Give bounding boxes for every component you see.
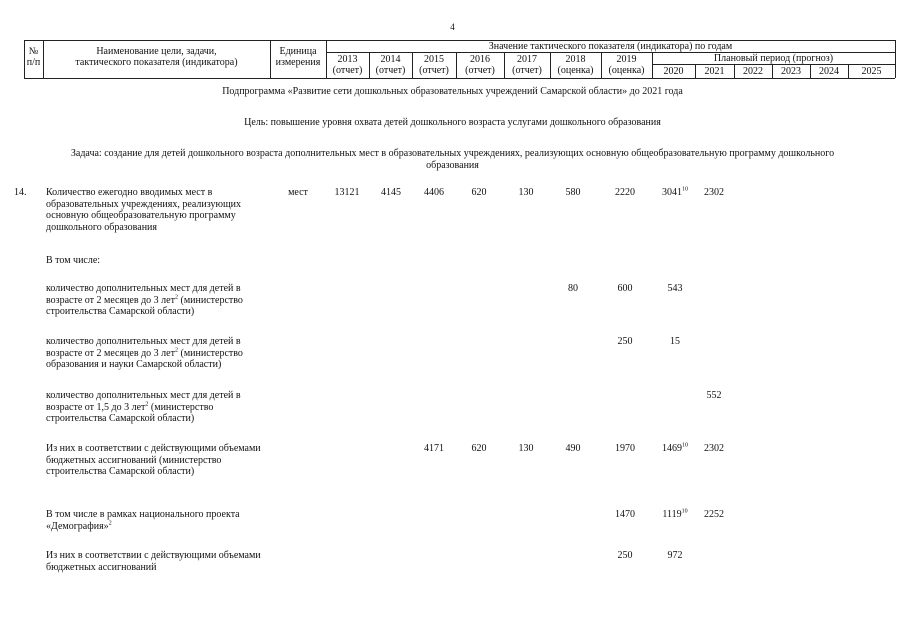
value-2014: 4145 (381, 187, 401, 198)
footnote-mark: 10 (682, 186, 688, 193)
year-note: (отчет) (375, 65, 406, 76)
value-2020: 3041$^{10}$ (662, 186, 688, 198)
row-unit: мест (288, 187, 308, 198)
year-label: 2015 (424, 54, 444, 65)
value-2019: 250 (617, 550, 633, 561)
year-note: (оценка) (608, 65, 645, 76)
header-year-2015 (412, 54, 456, 76)
value-2016: 620 (471, 187, 487, 198)
year-note: (отчет) (512, 65, 542, 76)
year-note: (отчет) (465, 65, 495, 76)
value-2021: 552 (706, 390, 722, 401)
task-text: Задача: создание для детей дошкольного возраста дополнительных мест в образовательных учреждениях, реализующих основную общеобразовательную программу дошкольного образования (70, 148, 835, 171)
footnote-mark: 2 (174, 347, 178, 354)
header-values: Значение тактического показателя (индикатора) по годам (488, 41, 733, 52)
header-planned-2021: 2021 (704, 66, 725, 77)
year-label: 2019 (616, 54, 637, 65)
row-description: Количество ежегодно вводимых мест в образовательных учреждениях, реализующих основную общеобразовательную программу дошкольного образования (46, 187, 242, 233)
header-name: Наименование цели, задачи, тактического показателя (индикатора) (75, 46, 238, 68)
value-2021: 2302 (704, 443, 724, 454)
value-2020: 1119$^{10}$ (662, 508, 688, 520)
row-description: количество дополнительных мест для детей в возрасте от 1,5 до 3 лет$^2$ (министерство строительства Самарской области) (46, 390, 241, 424)
value-2013: 13121 (334, 187, 360, 198)
year-label: 2017 (517, 54, 537, 65)
header-planned-2025: 2025 (861, 66, 882, 77)
goal-text: Цель: повышение уровня охвата детей дошкольного возраста услугами дошкольного образования (244, 117, 661, 128)
row-description: количество дополнительных мест для детей в возрасте от 2 месяцев до 3 лет$^2$ (министерство образования и науки Самарской области) (46, 336, 243, 370)
value-2015: 4171 (424, 443, 444, 454)
value-2021: 2252 (704, 509, 724, 520)
footnote-mark: 10 (682, 442, 688, 449)
row-number: 14. (14, 187, 27, 198)
value-2017: 130 (518, 443, 534, 454)
header-planned-2023: 2023 (781, 66, 801, 77)
value-2015: 4406 (424, 187, 444, 198)
value-2021: 2302 (704, 187, 724, 198)
year-label: 2016 (470, 54, 490, 65)
year-note: (отчет) (419, 65, 449, 76)
year-label: 2018 (565, 54, 586, 65)
footnote-mark: 2 (145, 401, 149, 408)
value-2020: 15 (670, 336, 680, 347)
header-year-2016 (456, 54, 504, 76)
subprogram-title: Подпрограмма «Развитие сети дошкольных образовательных учреждений Самарской области» до 2021 года (222, 86, 683, 97)
header-planned-2020: 2020 (663, 66, 684, 77)
value-2019: 600 (617, 283, 633, 294)
year-label: 2014 (380, 54, 401, 65)
header-year-2019 (601, 54, 652, 76)
row-description: В том числе: (46, 255, 101, 266)
header-year-2018 (550, 54, 601, 76)
value-2020: 972 (667, 550, 683, 561)
row-description: В том числе в рамках национального проекта «Демография»$^2$ (46, 509, 240, 532)
page-number: 4 (450, 22, 455, 32)
value-2019: 2220 (615, 187, 635, 198)
year-note: (оценка) (557, 65, 594, 76)
header-planned: Плановый период (прогноз) (713, 53, 834, 64)
value-2020: 1469$^{10}$ (662, 442, 688, 454)
row-description: Из них в соответствии с действующими объемами бюджетных ассигнований (46, 550, 261, 573)
row-description: Из них в соответствии с действующими объемами бюджетных ассигнований (министерство строительства Самарской области) (46, 443, 261, 477)
value-2019: 1470 (615, 509, 635, 520)
header-planned-2022: 2022 (743, 66, 763, 77)
value-2018: 80 (568, 283, 578, 294)
header-unit: Единица измерения (275, 46, 321, 68)
footnote-mark: 2 (174, 294, 178, 301)
year-label: 2013 (337, 54, 358, 65)
header-num: № п/п (26, 46, 41, 68)
value-2016: 620 (471, 443, 487, 454)
value-2018: 490 (565, 443, 581, 454)
value-2017: 130 (518, 187, 534, 198)
year-note: (отчет) (332, 65, 363, 76)
header-year-2017 (504, 54, 550, 76)
footnote-mark: 2 (108, 520, 112, 527)
value-2018: 580 (565, 187, 581, 198)
header-year-2013 (326, 54, 369, 76)
footnote-mark: 10 (681, 508, 688, 515)
value-2019: 250 (617, 336, 633, 347)
header-year-2014 (369, 54, 412, 76)
header-planned-2024: 2024 (819, 66, 839, 77)
value-2020: 543 (667, 283, 683, 294)
row-description: количество дополнительных мест для детей в возрасте от 2 месяцев до 3 лет$^2$ (министерство строительства Самарской области) (46, 283, 243, 317)
value-2019: 1970 (615, 443, 635, 454)
